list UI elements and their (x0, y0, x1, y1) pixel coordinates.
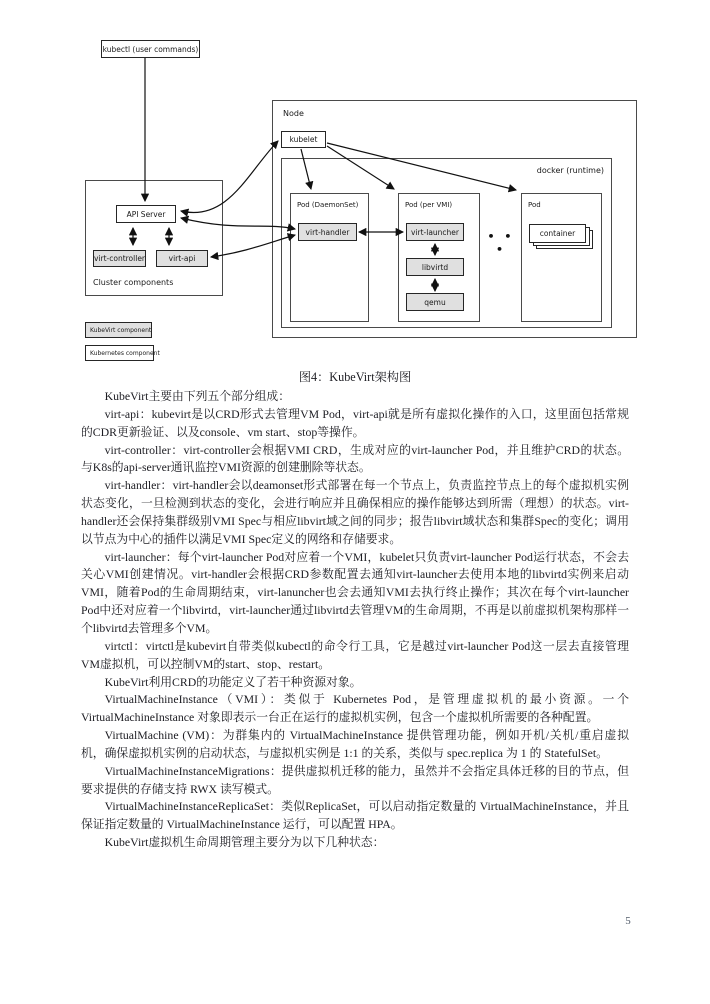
legend-kubernetes-component: Kubernetes component (85, 345, 154, 361)
container-box: container (529, 224, 586, 243)
qemu-box: qemu (406, 293, 464, 311)
container-stack (529, 224, 586, 243)
body-paragraph: VirtualMachine (VM)：为群集内的 VirtualMachineInstance 提供管理功能，例如开机/关机/重启虚拟机，确保虚拟机实例的启动状态，与虚拟机实例是 1:1 的关系，类似与 spec.replica 为 1 的 StatefulSet。 (81, 728, 629, 760)
virt-handler-box: virt-handler (298, 223, 357, 241)
body-paragraph: KubeVirt虚拟机生命周期管理主要分为以下几种状态： (104, 835, 385, 850)
pod-box (521, 193, 602, 322)
body-paragraph: KubeVirt利用CRD的功能定义了若干种资源对象。 (104, 674, 362, 689)
kubevirt-architecture-figure (0, 0, 710, 366)
pod-daemonset-box (290, 193, 369, 322)
virt-launcher-box: virt-launcher (406, 223, 464, 241)
body-paragraph: VirtualMachineInstance（VMI）：类似于 Kubernetes Pod，是管理虚拟机的最小资源。一个 VirtualMachineInstance 对象即表示一台正在运行的虚拟机实例，包含一个虚拟机所需要的各种配置。 (81, 692, 629, 725)
body-paragraph: KubeVirt主要由下列五个部分组成： (104, 389, 291, 403)
body-paragraph: VirtualMachineInstanceReplicaSet：类似ReplicaSet，可以启动指定数量的 VirtualMachineInstance，并且保证指定数量的 VirtualMachineInstance 运行，可以配置 HPA。 (81, 799, 629, 832)
virt-controller-box: virt-controller (93, 250, 146, 267)
pod-daemonset-label: Pod (DaemonSet) (297, 201, 359, 209)
body-paragraph: VirtualMachineInstanceMigrations：提供虚拟机迁移的能力，虽然并不会指定具体迁移的目的节点，但要求提供的存储支持 RWX 读写模式。 (81, 763, 629, 796)
virt-api-box: virt-api (156, 250, 208, 267)
api-server-box: API Server (116, 205, 176, 223)
body-text (81, 388, 629, 852)
body-paragraph: virt-launcher：每个virt-launcher Pod对应着一个VMI，kubelet只负责virt-launcher Pod运行状态，不会去关心VMI创建情况。virt-handler会根据CRD参数配置去通知virt-launcher去使用本地的libvirtd实例来启动VMI，随着Pod的生命周期结束，virt-lanuncher也会去通知VMI去执行终止操作；其次在每个virt-launcher Pod中还对应着一个libvirtd，virt-launcher通过libvirtd去管理VM的生命周期，不再是以前虚拟机架构那样一个libvirtd去管理多个VM。 (81, 549, 629, 635)
body-paragraph: virt-api：kubevirt是以CRD形式去管理VM Pod，virt-api就是所有虚拟化操作的入口，这里面包括常规的CDR更新验证、以及console、vm start、stop等操作。 (81, 406, 629, 439)
docker-runtime-label: docker (runtime) (536, 166, 604, 175)
body-paragraph: virt-controller：virt-controller会根据VMI CRD，生成对应的virt-launcher Pod，并且维护CRD的状态。与K8s的api-server通讯监控VMI资源的创建删除等状态。 (81, 442, 629, 475)
cluster-components-box (85, 180, 223, 296)
node-label: Node (283, 109, 304, 118)
kubelet-box: kubelet (281, 131, 326, 148)
body-paragraph: virt-handler：virt-handler会以deamonset形式部署在每一个节点上，负责监控节点上的每个虚拟机实例状态变化，一旦检测到状态的变化，会进行响应并且确保相应的操作能够达到所需（理想）的状态。virt-handler还会保持集群级别VMI Spec与相应libvirt域之间的同步；报告libvirt域状态和集群Spec的变化；调用以节点为中心的插件以满足VMI Spec定义的网络和存储要求。 (81, 478, 629, 546)
legend-kubevirt-component: KubeVirt component (85, 322, 152, 338)
page-number: 5 (625, 915, 631, 927)
body-paragraph: virtctl：virtctl是kubevirt自带类似kubectl的命令行工具，它是越过virt-launcher Pod这一层去直接管理VM虚拟机，可以控制VM的start、stop、restart。 (81, 638, 629, 671)
cluster-components-label: Cluster components (93, 278, 174, 287)
figure-caption: 图4：KubeVirt架构图 (298, 370, 412, 384)
more-pods-ellipsis: • • • (487, 230, 515, 256)
pod-label: Pod (528, 201, 541, 209)
kubectl-box: kubectl (user commands) (101, 40, 200, 58)
pod-per-vmi-label: Pod (per VMI) (405, 201, 453, 209)
libvirtd-box: libvirtd (406, 258, 464, 276)
